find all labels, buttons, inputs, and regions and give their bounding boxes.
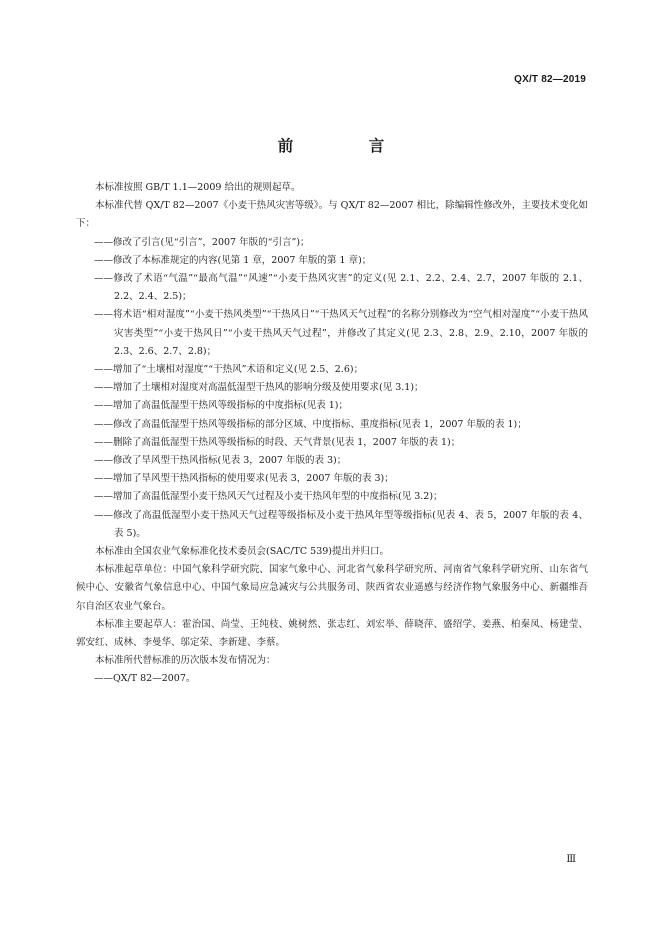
list-item: ——修改了术语“气温”“最高气温”“风速”“小麦干热风灾害”的定义(见 2.1、2.2、2.4、2.7，2007 年版的 2.1、2.2、2.4、2.5)； <box>94 273 588 303</box>
list-item: ——增加了高温低湿型干热风等级指标的中度指标(见表 1)； <box>94 400 348 412</box>
paragraph-drafters: 本标准主要起草人：霍治国、尚莹、王纯枝、姚树然、张志红、刘宏举、薛晓萍、盛绍学、姜燕、柏秦凤、杨建莹、郭安红、成林、李曼华、邬定荣、李新建、李蔡。 <box>76 618 588 649</box>
page-title: 前 言 <box>277 137 415 155</box>
paragraph-replacement: 本标准代替 QX/T 82—2007《小麦干热风灾害等级》。与 QX/T 82—2007 相比，除编辑性修改外，主要技术变化如下： <box>76 200 588 230</box>
changes-list <box>76 234 588 543</box>
page-number: Ⅲ <box>566 854 576 865</box>
paragraph-drafting-rules: 本标准按照 GB/T 1.1—2009 给出的规则起草。 <box>95 182 301 193</box>
list-item: ——增加了旱风型干热风指标的使用要求(见表 3，2007 年版的表 3)； <box>94 473 394 485</box>
list-item: ——修改了高温低湿型干热风等级指标的部分区域、中度指标、重度指标(见表 1，2007 年版的表 1)； <box>94 418 527 430</box>
list-item: ——增加了高温低湿型小麦干热风天气过程及小麦干热风年型的中度指标(见 3.2)； <box>94 491 443 503</box>
list-item: ——修改了引言(见“引言”，2007 年版的“引言”)； <box>94 236 310 248</box>
list-item: ——将术语“相对湿度”“小麦干热风类型”“干热风日”“干热风天气过程”的名称分别修改为“空气相对湿度”“小麦干热风灾害类型”“小麦干热风日”“小麦干热风天气过程”，并修改了其定义(见 2.3、2.8、2.9、2.10，2007 年版的 2.3、2.6、2.7、2.8)； <box>94 309 588 357</box>
list-item: ——修改了旱风型干热风指标(见表 3，2007 年版的表 3)； <box>94 455 347 467</box>
paragraph-proposer: 本标准由全国农业气象标准化技术委员会(SAC/TC 539)提出并归口。 <box>95 546 390 558</box>
paragraph-history-intro: 本标准所代替标准的历次版本发布情况为： <box>95 655 276 667</box>
paragraph-drafting-units: 本标准起草单位：中国气象科学研究院、国家气象中心、河北省气象科学研究所、河南省气象科学研究所、山东省气候中心、安徽省气象信息中心、中国气象局应急减灾与公共服务司、陕西省农业遥感与经济作物气象服务中心、新疆维吾尔自治区农业气象台。 <box>76 564 588 612</box>
history-item: ——QX/T 82—2007。 <box>94 673 196 685</box>
list-item: ——删除了高温低湿型干热风等级指标的时段、天气背景(见表 1，2007 年版的表 1)； <box>94 436 461 448</box>
foreword-body <box>76 179 588 689</box>
list-item: ——修改了高温低湿型小麦干热风天气过程等级指标及小麦干热风年型等级指标(见表 4、表 5，2007 年版的表 4、表 5)。 <box>94 509 588 539</box>
list-item: ——增加了土壤相对湿度对高温低湿型干热风的影响分级及使用要求(见 3.1)； <box>94 382 424 394</box>
list-item: ——增加了“土壤相对湿度”“干热风”术语和定义(见 2.5、2.6)； <box>94 364 364 376</box>
list-item: ——修改了本标准规定的内容(见第 1 章，2007 年版的第 1 章)； <box>94 254 372 266</box>
document-code: QX/T 82—2019 <box>514 74 586 85</box>
